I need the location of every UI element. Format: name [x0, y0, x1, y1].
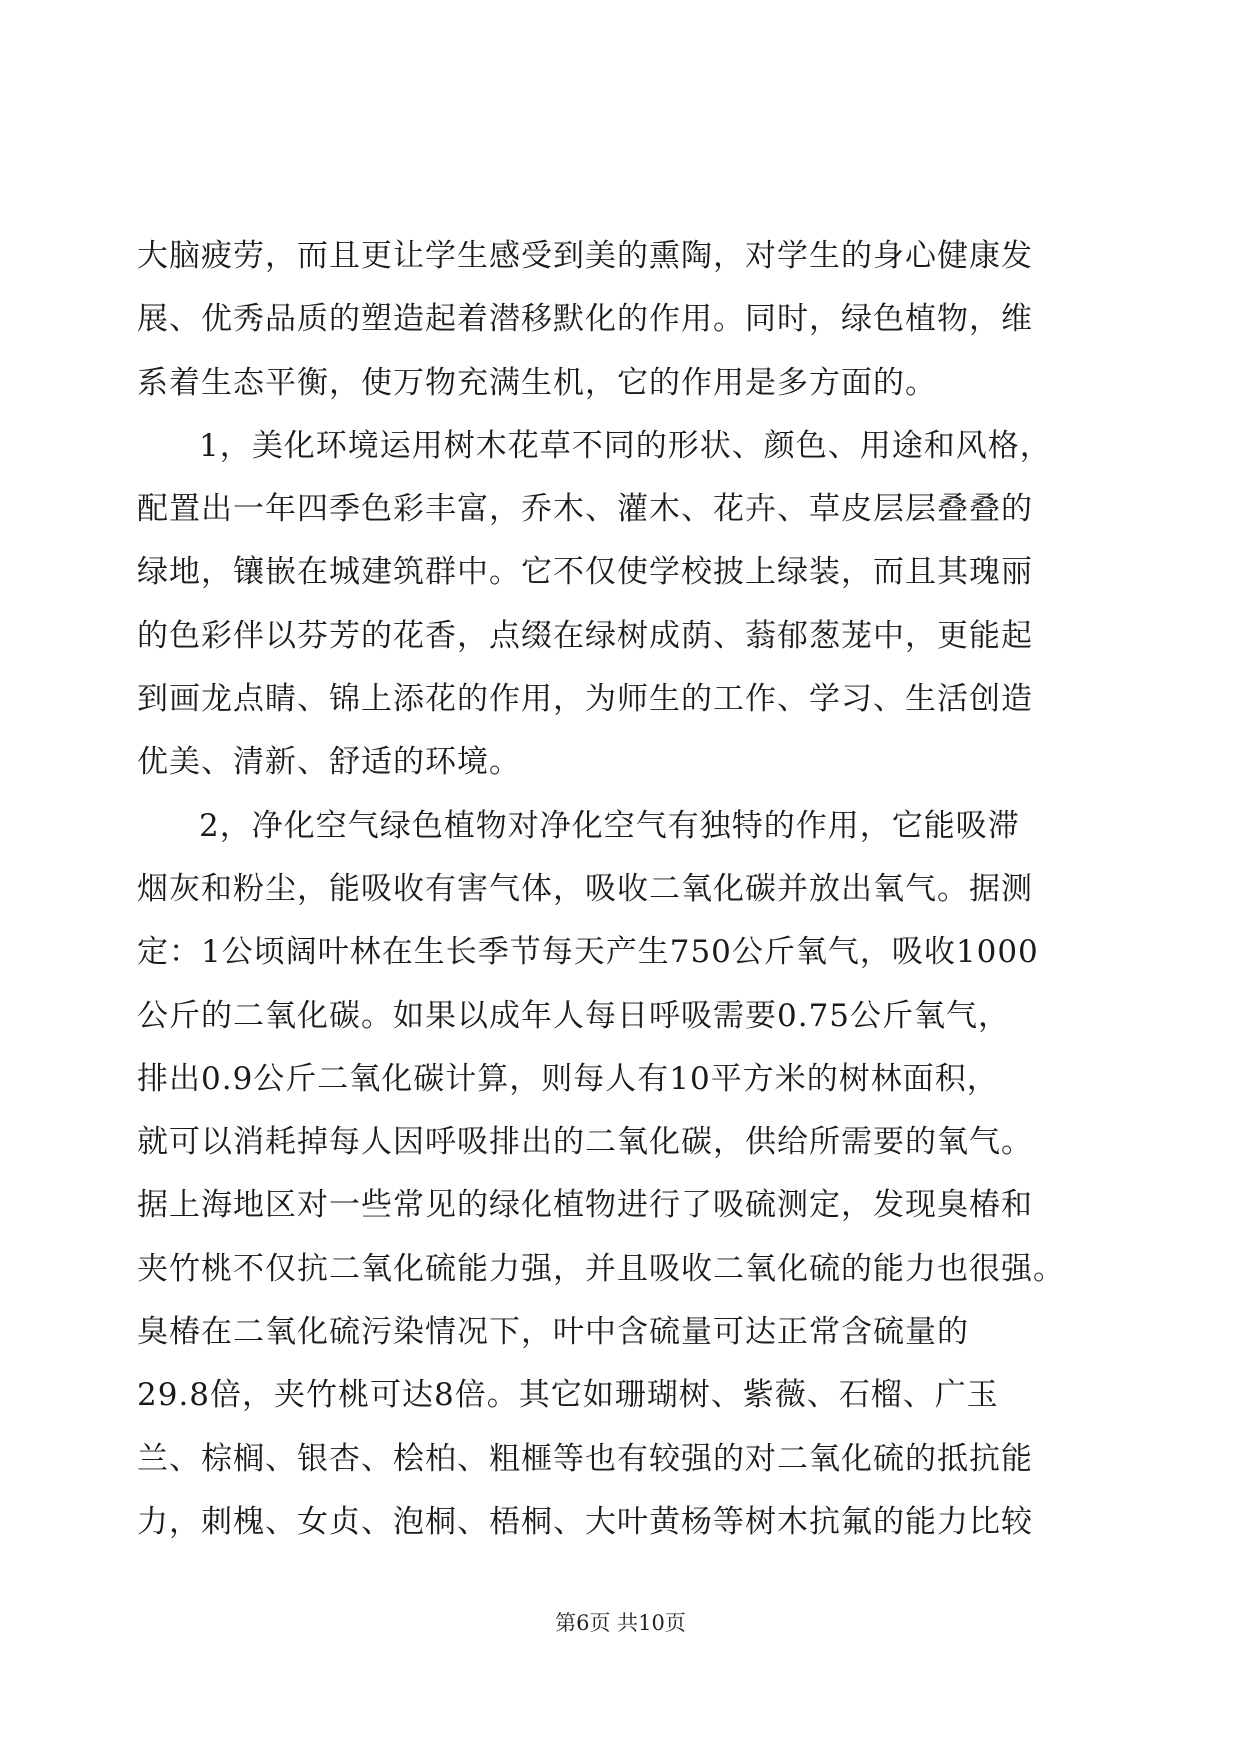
- text-line: 臭椿在二氧化硫污染情况下，叶中含硫量可达正常含硫量的: [137, 1314, 969, 1351]
- text-line: 就可以消耗掉每人因呼吸排出的二氧化碳，供给所需要的氧气。: [137, 1124, 1033, 1161]
- text-line: 定：1公顷阔叶林在生长季节每天产生750公斤氧气，吸收1000: [137, 934, 1039, 971]
- text-line: 公斤的二氧化碳。如果以成年人每日呼吸需要0.75公斤氧气，: [137, 997, 1011, 1034]
- text-line-indented: 1，美化环境运用树木花草不同的形状、颜色、用途和风格，: [199, 427, 1052, 464]
- page-footer: 第6页 共10页: [555, 1611, 686, 1635]
- text-line: 优美、清新、舒适的环境。: [137, 744, 521, 781]
- body-text: [137, 225, 1091, 1554]
- text-line: 据上海地区对一些常见的绿化植物进行了吸硫测定，发现臭椿和: [137, 1187, 1033, 1224]
- text-line-indented: 2，净化空气绿色植物对净化空气有独特的作用，它能吸滞: [199, 807, 1020, 844]
- text-line: 29.8倍，夹竹桃可达8倍。其它如珊瑚树、紫薇、石榴、广玉: [137, 1377, 999, 1414]
- text-line: 力，刺槐、女贞、泡桐、梧桐、大叶黄杨等树木抗氟的能力比较: [137, 1503, 1033, 1540]
- text-line: 配置出一年四季色彩丰富，乔木、灌木、花卉、草皮层层叠叠的: [137, 491, 1033, 528]
- text-line: 排出0.9公斤二氧化碳计算，则每人有10平方米的树林面积，: [137, 1060, 999, 1097]
- text-line: 系着生态平衡，使万物充满生机，它的作用是多方面的。: [137, 364, 937, 401]
- text-line: 烟灰和粉尘，能吸收有害气体，吸收二氧化碳并放出氧气。据测: [137, 870, 1033, 907]
- text-line: 夹竹桃不仅抗二氧化硫能力强，并且吸收二氧化硫的能力也很强。: [137, 1250, 1065, 1287]
- text-line: 到画龙点睛、锦上添花的作用，为师生的工作、学习、生活创造: [137, 681, 1033, 718]
- text-line: 的色彩伴以芬芳的花香，点缀在绿树成荫、蓊郁葱茏中，更能起: [137, 617, 1033, 654]
- text-line: 兰、棕榈、银杏、桧柏、粗榧等也有较强的对二氧化硫的抵抗能: [137, 1440, 1033, 1477]
- text-line: 展、优秀品质的塑造起着潜移默化的作用。同时，绿色植物，维: [137, 301, 1033, 338]
- text-line: 大脑疲劳，而且更让学生感受到美的熏陶，对学生的身心健康发: [137, 238, 1033, 274]
- text-line: 绿地，镶嵌在城建筑群中。它不仅使学校披上绿装，而且其瑰丽: [137, 554, 1033, 591]
